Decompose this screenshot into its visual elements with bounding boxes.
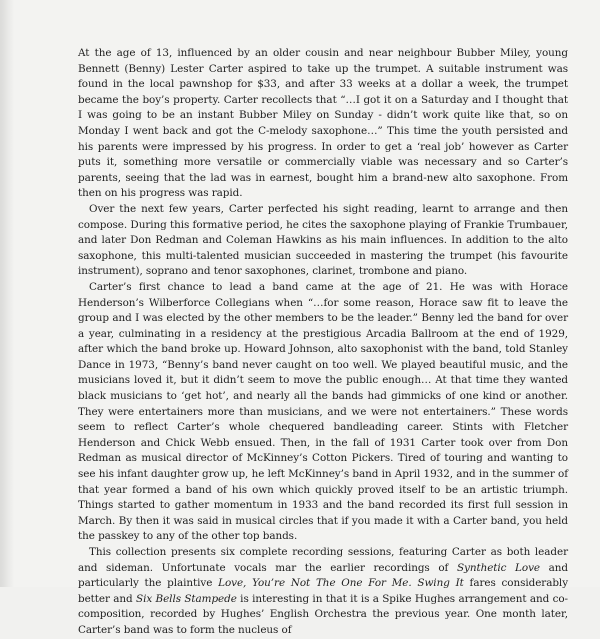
text-run: Over the next few years, Carter perfected his sight reading, learnt to arrange and then compose. During this formative period, he cites the saxophone playing of Frankie Trumbauer, and later Don Redman and Coleman Hawkins as his main influences. In addition to the alto saxophone, this multi-talented musician succeeded in mastering the trumpet (his favourite instrument), soprano and tenor saxophones, clarinet, trombone and piano.	[78, 202, 568, 278]
text-run: At the age of 13, influenced by an older cousin and near neighbour Bubber Miley, young Bennett (Benny) Lester Carter aspired to take up the trumpet. A suitable instrument was found in the local pawnshop for $33, and after 33 weeks at a dollar a week, the trumpet became the boy’s property. Carter recollects that “…I got it on a Saturday and I thought that I was going to be an instant Bubber Miley on Sunday - didn’t work quite like that, so on Monday I went back and got the C-melody saxophone…” This time the youth persisted and his parents were impressed by his progress. In order to get a ‘real job’ however as Carter puts it, something more versatile or commercially viable was necessary and so Carter’s parents, seeing that the lad was in earnest, bought him a brand-new alto saxophone. From then on his progress was rapid.	[78, 47, 568, 200]
page-edge-shadow	[0, 0, 14, 587]
text-run: fares considerably better and	[78, 577, 569, 605]
paragraph-4	[78, 545, 568, 639]
paragraph-3	[78, 280, 568, 545]
italic-title-text: Love, You’re Not The One For Me. Swing It	[218, 577, 464, 590]
body-text	[78, 46, 568, 639]
text-run: and particularly the plaintive	[78, 561, 568, 590]
italic-title-text: Six Bells Stampede	[136, 592, 237, 605]
text-run: is interesting in that it is a Spike Hughes arrangement and co-composition, recorded by Hughes’ English Orchestra the previous year. One month later, Carter’s band was to form the nucleus of	[78, 592, 568, 636]
paragraph-1	[78, 46, 568, 202]
text-run: This collection presents six complete recording sessions, featuring Carter as both leader and sideman. Unfortunate vocals mar the earlier recordings of	[78, 546, 568, 574]
paragraph-2	[78, 202, 568, 280]
italic-title-text: Synthetic Love	[456, 561, 540, 574]
text-run: Carter’s first chance to lead a band came at the age of 21. He was with Horace Henderson’s Wilberforce Collegians when “…for some reason, Horace saw fit to leave the group and I was elected by the other members to be the leader.” Benny led the band for over a year, culminating in a residency at the prestigious Arcadia Ballroom at the end of 1929, after which the band broke up. Howard Johnson, alto saxophonist with the band, told Stanley Dance in 1973, “Benny’s band never caught on too well. We played beautiful music, and the musicians loved it, but it didn’t seem to move the public enough… At that time they wanted black musicians to ‘get hot’, and nearly all the bands had gimmicks of one kind or another. They were entertainers more than musicians, and we were not entertainers.” These words seem to reflect Carter’s whole chequered bandleading career. Stints with Fletcher Henderson and Chick Webb ensued. Then, in the fall of 1931 Carter took over from Don Redman as musical director of McKinney’s Cotton Pickers. Tired of touring and wanting to see his infant daughter grow up, he left McKinney’s band in April 1932, and in the summer of that year formed a band of his own which quickly proved itself to be an artistic triumph. Things started to gather momentum in 1933 and the band recorded its first full session in March. By then it was said in musical circles that if you made it with a Carter band, you held the passkey to any of the other top bands.	[78, 280, 568, 543]
